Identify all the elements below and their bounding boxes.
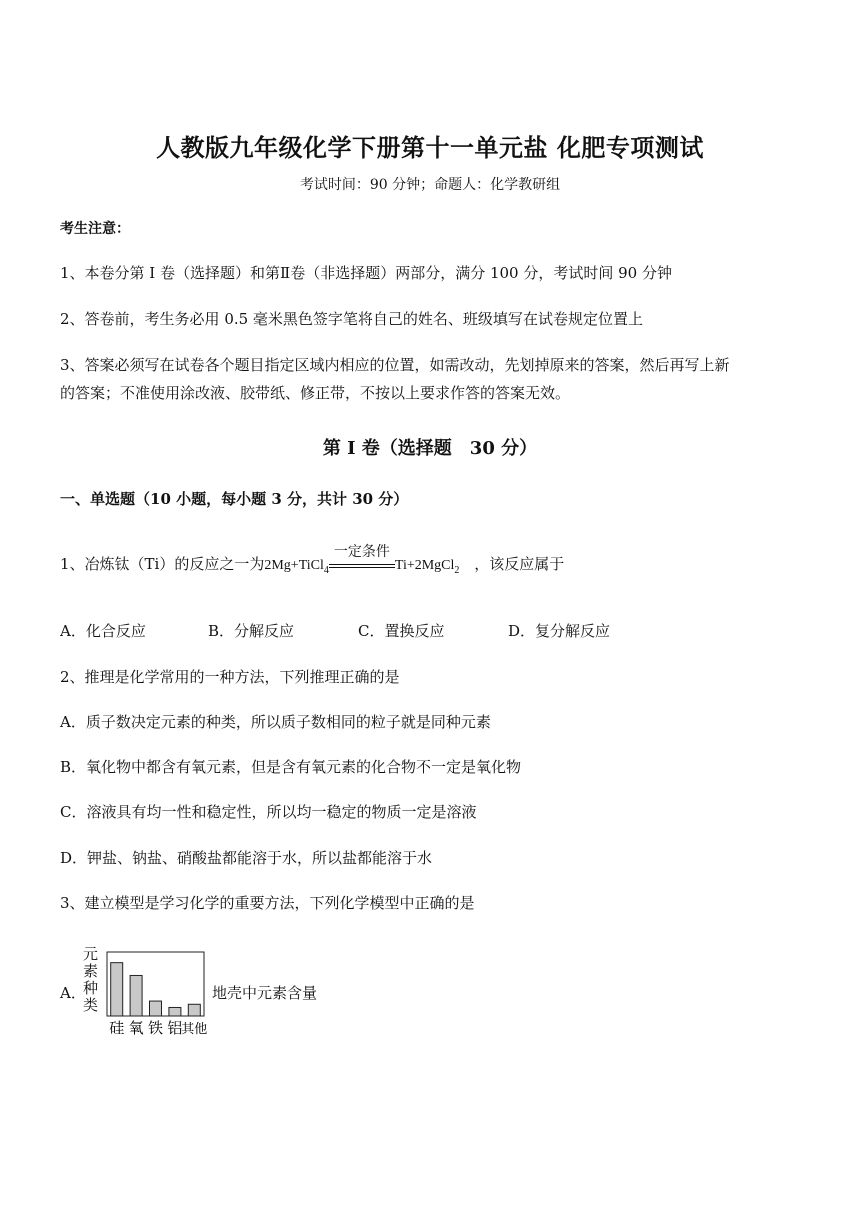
section-heading: 一、单选题（10 小题，每小题 3 分，共计 30 分） [60, 490, 409, 508]
q1-option-a[interactable]: A．化合反应 [60, 622, 146, 640]
chart-category-label: 其他 [181, 1022, 208, 1037]
notice-item-2: 2、答卷前，考生务必用 0.5 毫米黑色签字笔将自己的姓名、班级填写在试卷规定位置上 [60, 310, 643, 328]
notice-item-1: 1、本卷分第 I 卷（选择题）和第Ⅱ卷（非选择题）两部分，满分 100 分，考试时间 90 分钟 [60, 264, 672, 282]
q3-option-a[interactable] [60, 946, 360, 1038]
question-1-prefix: 1、冶炼钛（Ti）的反应之一为 [60, 555, 265, 573]
chart-category-label: 硅 [109, 1019, 125, 1037]
q2-option-d[interactable]: D．钾盐、钠盐、硝酸盐都能溶于水，所以盐都能溶于水 [60, 849, 433, 867]
equation-rhs-subscript: 2 [454, 564, 460, 576]
exam-info: 考试时间：90 分钟；命题人：化学教研组 [299, 177, 561, 193]
question-2-stem: 2、推理是化学常用的一种方法，下列推理正确的是 [60, 668, 400, 686]
equation-lhs-subscript: 4 [323, 564, 329, 576]
chemical-equation [264, 543, 460, 576]
q2-option-a[interactable]: A．质子数决定元素的种类，所以质子数相同的粒子就是同种元素 [60, 713, 491, 731]
q1-option-c[interactable]: C．置换反应 [358, 622, 445, 640]
notice-heading: 考生注意： [60, 221, 130, 237]
page-title: 人教版九年级化学下册第十一单元盐 化肥专项测试 [156, 133, 704, 162]
question-3-stem: 3、建立模型是学习化学的重要方法，下列化学模型中正确的是 [60, 894, 475, 912]
chart-category-label: 铁 [147, 1019, 164, 1037]
chart-bar [130, 975, 142, 1016]
notice-item-3-cont: 的答案；不准使用涂改液、胶带纸、修正带，不按以上要求作答的答案无效。 [60, 384, 571, 402]
reaction-condition: 一定条件 [333, 543, 390, 560]
chart-bar [188, 1004, 200, 1016]
chart-category-label: 铝 [167, 1019, 183, 1037]
chart-bar [169, 1007, 181, 1016]
q2-option-c[interactable]: C．溶液具有均一性和稳定性，所以均一稳定的物质一定是溶液 [60, 803, 477, 821]
equation-lhs: 2Mg+TiCl [264, 558, 324, 573]
q1-option-d[interactable]: D．复分解反应 [508, 622, 611, 640]
question-1-suffix: ，该反应属于 [474, 555, 565, 573]
chart-bar [150, 1001, 162, 1016]
chart-category-label: 氧 [128, 1019, 144, 1037]
q3-option-a-label: A． [60, 984, 86, 1002]
question-1-options [60, 620, 610, 641]
chart-bar [111, 963, 123, 1016]
section-title: 第 I 卷（选择题 30 分） [322, 438, 538, 459]
q3-option-a-caption: 地壳中元素含量 [212, 984, 318, 1002]
q2-option-b[interactable]: B．氧化物中都含有氧元素，但是含有氧元素的化合物不一定是氧化物 [60, 758, 522, 776]
equation-rhs: Ti+2MgCl [394, 558, 455, 573]
question-1 [60, 543, 565, 576]
equation-arrow [329, 543, 395, 573]
notice-item-3: 3、答案必须写在试卷各个题目指定区域内相应的位置，如需改动，先划掉原来的答案，然后再写上新 [60, 356, 730, 374]
chart-y-label: 元素种类 [83, 945, 99, 1014]
q1-option-b[interactable]: B．分解反应 [208, 622, 295, 640]
